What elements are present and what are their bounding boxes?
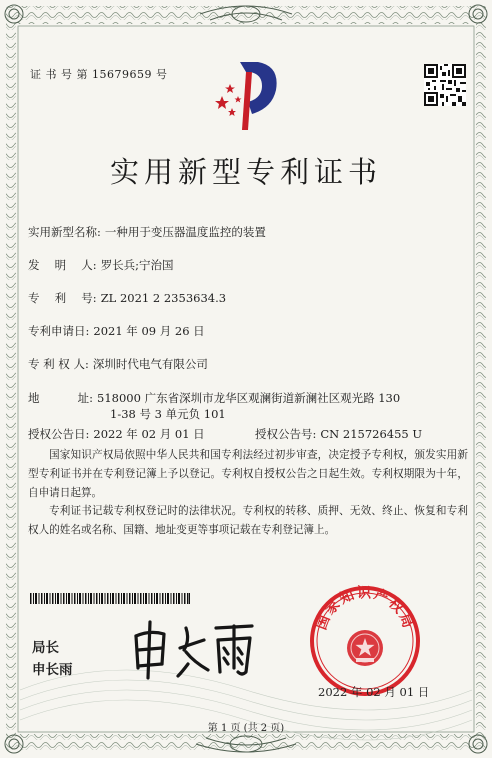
field-address xyxy=(28,390,400,406)
signatory-name: 申长雨 xyxy=(32,662,73,678)
field-utility-model-name xyxy=(28,224,266,240)
field-label: 专 利 权 人: xyxy=(28,357,89,371)
certificate-number xyxy=(30,66,168,82)
field-value: 1-38 号 3 单元负 101 xyxy=(110,407,226,421)
field-value: CN 215726455 U xyxy=(320,427,423,441)
certificate-title: 实用新型专利证书 xyxy=(109,155,382,189)
seal-date: 2022 年 02 月 01 日 xyxy=(318,685,430,699)
field-value: 518000 广东省深圳市龙华区观澜街道新澜社区观光路 130 xyxy=(97,391,401,405)
field-label: 授权公告号: xyxy=(255,427,317,441)
field-value: 一种用于变压器温度监控的装置 xyxy=(104,225,266,239)
barcode-icon xyxy=(30,593,190,604)
field-application-date xyxy=(28,323,205,339)
certificate-number-label: 证 书 号 第 xyxy=(30,68,88,81)
cnipa-seal xyxy=(308,584,422,698)
field-value: 2022 年 02 月 01 日 xyxy=(93,427,205,441)
field-patentee xyxy=(28,356,208,372)
svg-text:国家知识产权局 xyxy=(313,585,417,633)
legal-status-paragraph: 专利证书记载专利权登记时的法律状况。专利权的转移、质押、无效、终止、恢复和专利权人的姓名或名称、国籍、地址变更等事项记载在专利登记簿上。 xyxy=(28,505,468,536)
field-label: 专利申请日: xyxy=(28,324,90,338)
field-value: 2021 年 09 月 26 日 xyxy=(93,324,205,338)
field-label: 授权公告日: xyxy=(28,427,90,441)
field-inventor xyxy=(28,257,174,273)
seal-text: 国家知识产权局 xyxy=(313,585,417,633)
field-value: ZL 2021 2 2353634.3 xyxy=(100,291,227,305)
qr-code-icon xyxy=(424,64,466,106)
field-label: 发 明 人: xyxy=(28,258,97,272)
field-value: 深圳时代电气有限公司 xyxy=(92,357,208,371)
field-grant-date xyxy=(28,426,205,442)
field-label: 实用新型名称: xyxy=(28,225,101,239)
certificate-number-suffix: 号 xyxy=(156,68,168,81)
cnipa-logo-icon xyxy=(208,56,286,134)
grant-statement-paragraph: 国家知识产权局依照中华人民共和国专利法经过初步审查，决定授予专利权，颁发实用新型专利证书并在专利登记簿上予以登记。专利权自授权公告之日起生效。专利权期限为十年，自申请日起算。 xyxy=(28,449,468,499)
handwritten-signature xyxy=(128,618,258,680)
field-patent-number xyxy=(28,290,226,306)
page-footer: 第 1 页 (共 2 页) xyxy=(207,723,285,734)
field-value: 罗长兵;宁治国 xyxy=(100,258,174,272)
field-label: 地 址: xyxy=(28,391,94,405)
certificate-number-value: 15679659 xyxy=(92,68,152,81)
signatory-title: 局长 xyxy=(32,640,59,656)
field-grant-number xyxy=(255,426,422,442)
field-label: 专 利 号: xyxy=(28,291,97,305)
field-address-line-2 xyxy=(110,406,226,422)
